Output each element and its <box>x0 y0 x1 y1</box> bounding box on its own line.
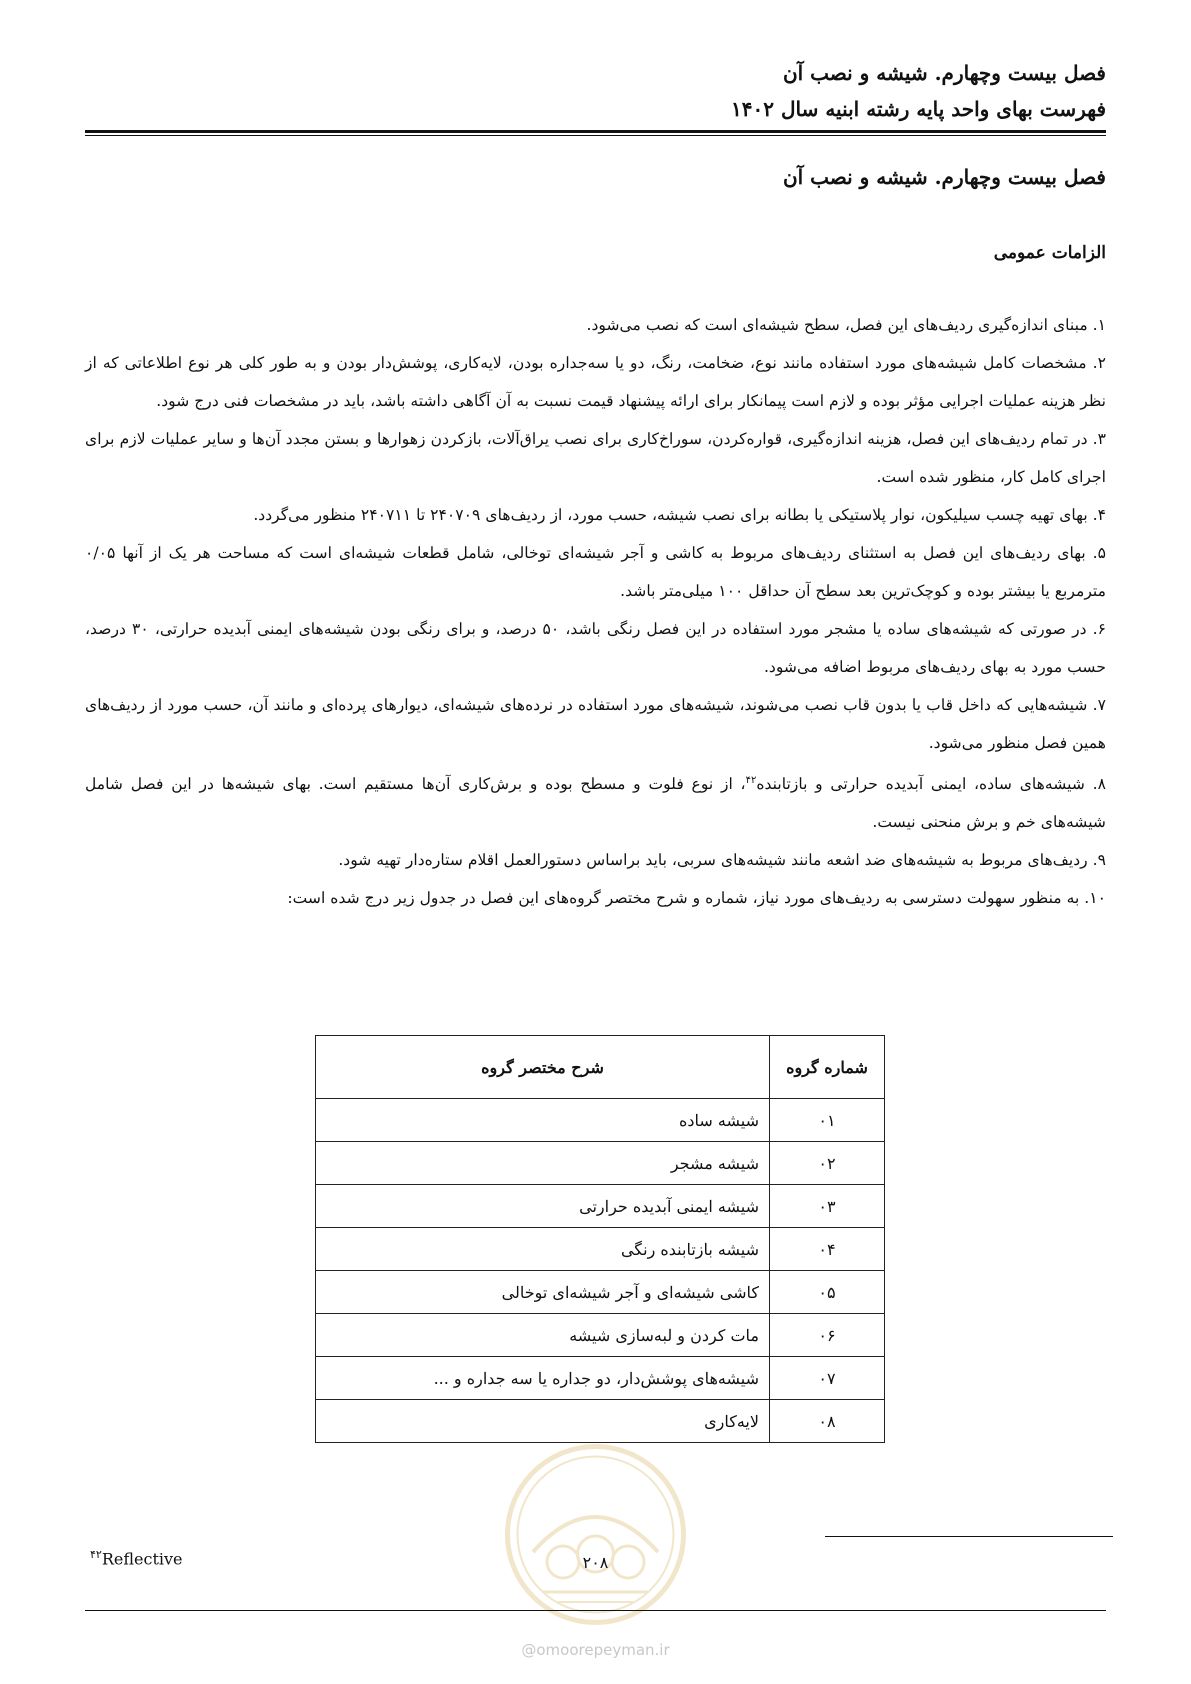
section-title: الزامات عمومی <box>993 243 1106 263</box>
group-description-cell: شیشه ساده <box>316 1099 770 1142</box>
requirement-item: ۱. مبنای اندازه‌گیری ردیف‌های این فصل، سطح شیشه‌ای است که نصب می‌شود. <box>586 316 1106 334</box>
requirement-item: ۱۰. به منظور سهولت دسترسی به ردیف‌های مورد نیاز، شماره و شرح مختصر گروه‌های این فصل در جدول زیر درج شده است: <box>287 889 1106 908</box>
requirement-item: ۳. در تمام ردیف‌های این فصل، هزینه اندازه‌گیری، قواره‌کردن، سوراخ‌کاری برای نصب یراق‌آلات، بازکردن زهوارها و بستن مجدد آن‌ها و سایر عملیات لازم برای اجرای کامل کار، منظور شده است. <box>85 430 1106 486</box>
table-row <box>316 1314 885 1357</box>
group-code-cell: ۰۸ <box>770 1400 885 1443</box>
group-code-cell: ۰۶ <box>770 1314 885 1357</box>
table-row <box>316 1400 885 1443</box>
requirement-item: ۲. مشخصات کامل شیشه‌های مورد استفاده مانند نوع، ضخامت، رنگ، دو یا سه‌جداره بودن، لایه‌کاری، پوشش‌دار بودن و به طور کلی هر نوع اطلاعاتی که از نظر هزینه عملیات اجرایی مؤثر بوده و لازم است پیمانکار برای ارائه پیشنهاد قیمت نسبت به آن آگاهی داشته باشد، باید در مشخصات فنی درج شود. <box>85 354 1106 410</box>
page-number: ۲۰۸ <box>582 1553 609 1572</box>
group-description-cell: شیشه مشجر <box>316 1142 770 1185</box>
header-rule-thick <box>85 130 1106 133</box>
group-code-cell: ۰۴ <box>770 1228 885 1271</box>
group-description-cell: کاشی شیشه‌ای و آجر شیشه‌ای توخالی <box>316 1271 770 1314</box>
table-row <box>316 1142 885 1185</box>
watermark-logo-icon <box>503 1442 688 1627</box>
chapter-title: فصل بیست وچهارم. شیشه و نصب آن <box>782 165 1106 189</box>
group-table <box>315 1035 885 1443</box>
table-row <box>316 1271 885 1314</box>
running-header <box>85 58 1106 124</box>
header-rule-thin <box>85 135 1106 136</box>
requirement-item: ۵. بهای ردیف‌های این فصل به استثنای ردیف‌های مربوط به کاشی و آجر شیشه‌ای توخالی، شامل قطعات شیشه‌ای است که مساحت هر یک از آنها ۰/۰۵ مترمربع یا بیشتر بوده و کوچک‌ترین بعد سطح آن حداقل ۱۰۰ میلی‌متر باشد. <box>85 544 1106 600</box>
column-header-group-description: شرح مختصر گروه <box>316 1036 770 1099</box>
group-code-cell: ۰۳ <box>770 1185 885 1228</box>
column-header-group-number: شماره گروه <box>770 1036 885 1099</box>
requirements-list <box>85 306 1106 917</box>
group-description-cell: لایه‌کاری <box>316 1400 770 1443</box>
watermark-url: @omoorepeyman.ir <box>521 1641 670 1659</box>
group-code-cell: ۰۵ <box>770 1271 885 1314</box>
requirement-item <box>85 762 1106 841</box>
requirement-item: ۹. ردیف‌های مربوط به شیشه‌های ضد اشعه مانند شیشه‌های سربی، باید براساس دستورالعمل اقلام ستاره‌دار تهیه شود. <box>338 851 1106 870</box>
requirement-item: ۶. در صورتی که شیشه‌های ساده یا مشجر مورد استفاده در این فصل رنگی باشد، ۵۰ درصد، و برای رنگی بودن شیشه‌های ایمنی آبدیده حرارتی، ۳۰ درصد، حسب مورد به بهای ردیف‌های مربوط اضافه می‌شود. <box>85 620 1106 676</box>
group-code-cell: ۰۲ <box>770 1142 885 1185</box>
header-price-list-title: فهرست بهای واحد پایه رشته ابنیه سال ۱۴۰۲ <box>731 97 1106 121</box>
group-description-cell: شیشه ایمنی آبدیده حرارتی <box>316 1185 770 1228</box>
group-code-cell: ۰۷ <box>770 1357 885 1400</box>
table-row <box>316 1099 885 1142</box>
table-row <box>316 1357 885 1400</box>
footnote-reference[interactable]: ۴۲ <box>745 775 757 786</box>
requirement-text: ۸. شیشه‌های ساده، ایمنی آبدیده حرارتی و بازتابنده <box>756 775 1106 794</box>
footnote-separator <box>825 1536 1113 1537</box>
footer-rule <box>85 1610 1106 1611</box>
group-description-cell: شیشه بازتابنده رنگی <box>316 1228 770 1271</box>
group-description-cell: شیشه‌های پوشش‌دار، دو جداره یا سه جداره و ... <box>316 1357 770 1400</box>
footnote-number: ۴۲ <box>90 1548 102 1561</box>
group-description-cell: مات کردن و لبه‌سازی شیشه <box>316 1314 770 1357</box>
table-row <box>316 1228 885 1271</box>
table-header-row <box>316 1036 885 1099</box>
table-row <box>316 1185 885 1228</box>
requirement-item: ۷. شیشه‌هایی که داخل قاب یا بدون قاب نصب می‌شوند، شیشه‌های مورد استفاده در نرده‌های شیشه‌ای، دیوارهای پرده‌ای و مانند آن، حسب مورد از ردیف‌های همین فصل منظور می‌شود. <box>85 696 1106 752</box>
group-code-cell: ۰۱ <box>770 1099 885 1142</box>
footnote-text: Reflective <box>101 1549 183 1569</box>
requirement-text: ، از نوع فلوت و مسطح بوده و برش‌کاری آن‌ها مستقیم است. بهای شیشه‌ها در این فصل شامل شیشه‌های خم و برش منحنی نیست. <box>85 775 1106 832</box>
requirement-item: ۴. بهای تهیه چسب سیلیکون، نوار پلاستیکی یا بطانه برای نصب شیشه، حسب مورد، از ردیف‌های ۲۴۰۷۰۹ تا ۲۴۰۷۱۱ منظور می‌گردد. <box>253 506 1106 524</box>
header-chapter-title: فصل بیست وچهارم. شیشه و نصب آن <box>782 61 1106 85</box>
